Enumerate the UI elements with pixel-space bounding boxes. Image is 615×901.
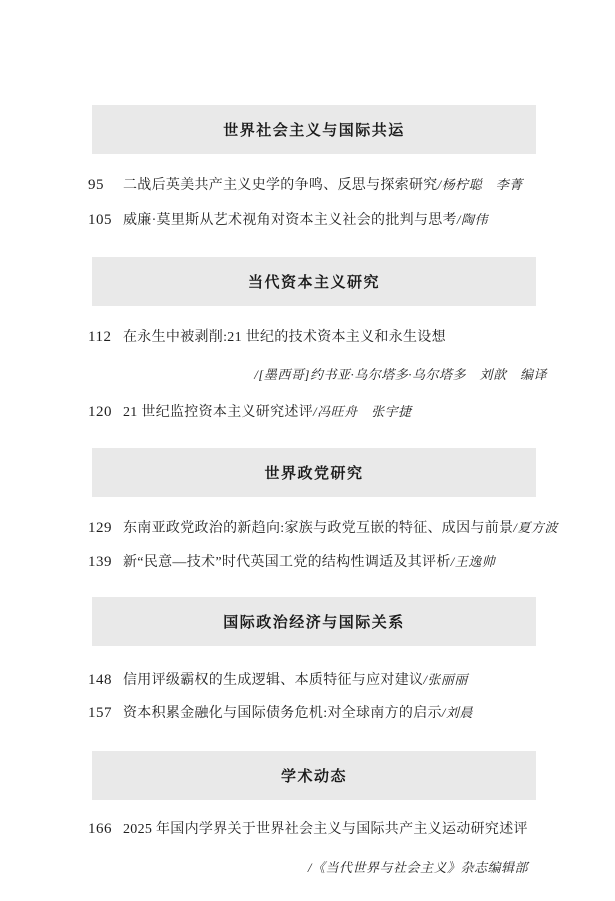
entry-title: 在永生中被剥削:21 世纪的技术资本主义和永生设想 [123,330,446,345]
toc-entry [88,211,548,229]
entry-page-number: 166 [88,821,112,837]
entry-title: 信用评级霸权的生成逻辑、本质特征与应对建议 [123,673,424,688]
entry-authors: /王逸帅 [450,554,496,569]
section-header: 学术动态 [280,768,347,785]
entry-title: 资本积累金融化与国际债务危机:对全球南方的启示 [123,706,442,721]
toc-entry [88,553,548,571]
section-header-band [92,105,536,154]
entry-page-number: 105 [88,212,112,228]
toc-entry [88,821,548,838]
entry-page-number: 112 [88,329,112,345]
toc-entry [88,329,548,346]
entry-title: 威廉·莫里斯从艺术视角对资本主义社会的批判与思考 [123,213,457,228]
entry-authors: /冯旺舟 张宇捷 [313,404,412,419]
entry-page-number: 129 [88,520,112,536]
entry-authors: /刘晨 [441,705,473,720]
entry-page-number: 95 [88,177,104,193]
entry-authors: /陶伟 [456,212,488,227]
toc-entry [88,403,548,421]
section-header-band [92,257,536,306]
section-header-band [92,751,536,800]
entry-title: 东南亚政党政治的新趋向:家族与政党互嵌的特征、成因与前景 [123,521,514,536]
entry-page-number: 157 [88,705,112,721]
entry-title: 新“民意—技术”时代英国工党的结构性调适及其评析 [123,555,451,570]
section-header-band [92,597,536,646]
section-header-band [92,448,536,497]
entry-title: 2025 年国内学界关于世界社会主义与国际共产主义运动研究述评 [123,822,528,837]
entry-authors: /杨柠聪 李菁 [437,177,523,192]
entry-authors-carryover: /[墨西哥]约书亚·乌尔塔多·乌尔塔多 刘歆 编译 [254,367,547,382]
toc-entry [88,671,548,689]
entry-page-number: 139 [88,554,112,570]
section-header: 国际政治经济与国际关系 [223,614,405,631]
toc-entry [88,704,548,722]
section-header: 当代资本主义研究 [247,274,380,291]
entry-authors-carryover: /《当代世界与社会主义》杂志编辑部 [307,860,528,875]
entry-title: 21 世纪监控资本主义研究述评 [123,405,313,420]
entry-page-number: 120 [88,404,112,420]
toc-entry [88,519,558,537]
section-header: 世界社会主义与国际共运 [223,122,405,139]
entry-authors: /夏方波 [513,520,558,535]
section-header: 世界政党研究 [264,465,364,482]
entry-title: 二战后英美共产主义史学的争鸣、反思与探索研究 [123,178,438,193]
toc-entry [88,176,548,194]
entry-authors: /张丽丽 [423,672,468,687]
entry-page-number: 148 [88,672,112,688]
